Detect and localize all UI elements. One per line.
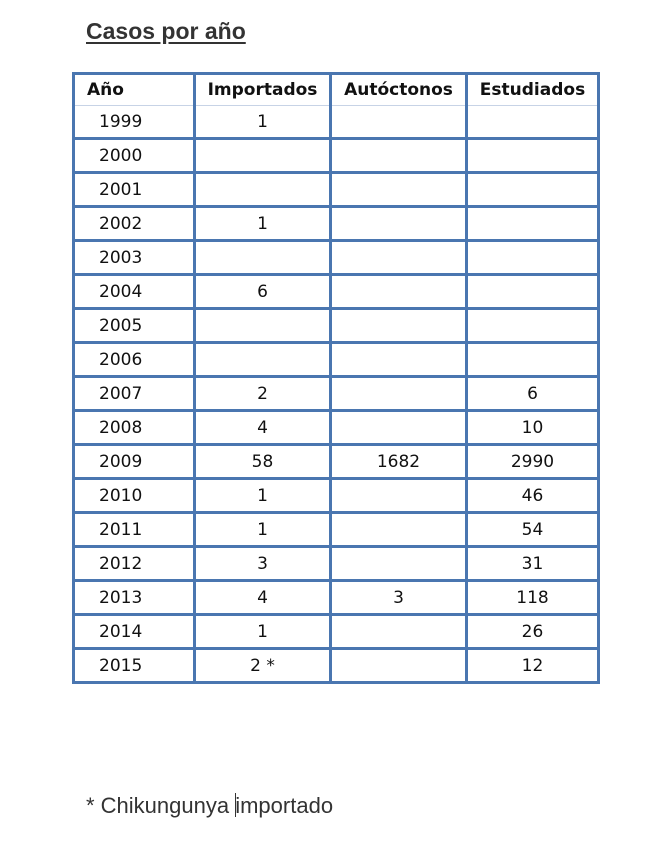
cell-autoctonos: [331, 649, 467, 683]
cell-importados: 1: [195, 207, 331, 241]
cell-estudiados: 31: [467, 547, 599, 581]
footnote-rest-text: importado: [235, 793, 334, 818]
cell-autoctonos: [331, 547, 467, 581]
cell-estudiados: [467, 139, 599, 173]
cell-year: 2005: [74, 309, 195, 343]
cell-importados: [195, 309, 331, 343]
cell-year: 2014: [74, 615, 195, 649]
cell-importados: 2 *: [195, 649, 331, 683]
header-year: Año: [74, 74, 195, 106]
cell-year: 2009: [74, 445, 195, 479]
cell-autoctonos: [331, 615, 467, 649]
table-row: [74, 411, 599, 445]
document-title: Casos por año: [86, 18, 246, 44]
cell-autoctonos: [331, 275, 467, 309]
footnote-marker-text: * Chikungunya: [86, 793, 236, 818]
cell-estudiados: 2990: [467, 445, 599, 479]
cell-importados: 4: [195, 581, 331, 615]
cell-year: 2000: [74, 139, 195, 173]
table-row: [74, 207, 599, 241]
table-header-row: [74, 74, 599, 106]
table-row: [74, 309, 599, 343]
table-row: [74, 241, 599, 275]
cell-autoctonos: [331, 377, 467, 411]
table-row: [74, 139, 599, 173]
cell-importados: 2: [195, 377, 331, 411]
table-row: [74, 173, 599, 207]
cell-importados: [195, 241, 331, 275]
cell-importados: 1: [195, 615, 331, 649]
table-row: [74, 445, 599, 479]
cell-year: 2013: [74, 581, 195, 615]
table-row: [74, 547, 599, 581]
cell-estudiados: 10: [467, 411, 599, 445]
cell-importados: 1: [195, 513, 331, 547]
cell-importados: 1: [195, 106, 331, 139]
cell-estudiados: 26: [467, 615, 599, 649]
cell-autoctonos: [331, 479, 467, 513]
cell-importados: 4: [195, 411, 331, 445]
cell-year: 2006: [74, 343, 195, 377]
cell-year: 2008: [74, 411, 195, 445]
cell-estudiados: 6: [467, 377, 599, 411]
cell-estudiados: 54: [467, 513, 599, 547]
cell-importados: 1: [195, 479, 331, 513]
cell-importados: [195, 173, 331, 207]
cases-table: [72, 72, 600, 684]
cell-autoctonos: [331, 411, 467, 445]
cell-importados: [195, 343, 331, 377]
cell-autoctonos: [331, 207, 467, 241]
cell-autoctonos: 3: [331, 581, 467, 615]
footnote[interactable]: [86, 793, 333, 819]
header-autoctonos: Autóctonos: [331, 74, 467, 106]
cell-estudiados: [467, 106, 599, 139]
cell-estudiados: [467, 241, 599, 275]
cell-importados: 58: [195, 445, 331, 479]
cell-estudiados: 46: [467, 479, 599, 513]
table-row: [74, 275, 599, 309]
cell-estudiados: 118: [467, 581, 599, 615]
table-row: [74, 649, 599, 683]
cell-year: 2011: [74, 513, 195, 547]
cell-importados: 6: [195, 275, 331, 309]
header-importados: Importados: [195, 74, 331, 106]
cell-autoctonos: 1682: [331, 445, 467, 479]
table-row: [74, 106, 599, 139]
cell-estudiados: [467, 173, 599, 207]
cell-year: 2010: [74, 479, 195, 513]
cell-importados: [195, 139, 331, 173]
cell-estudiados: [467, 207, 599, 241]
table-row: [74, 479, 599, 513]
table-row: [74, 615, 599, 649]
cell-autoctonos: [331, 513, 467, 547]
cell-year: 2015: [74, 649, 195, 683]
table-row: [74, 513, 599, 547]
cell-autoctonos: [331, 343, 467, 377]
cell-estudiados: [467, 343, 599, 377]
cell-year: 1999: [74, 106, 195, 139]
header-estudiados: Estudiados: [467, 74, 599, 106]
cell-year: 2004: [74, 275, 195, 309]
cell-year: 2001: [74, 173, 195, 207]
table-row: [74, 343, 599, 377]
cell-estudiados: 12: [467, 649, 599, 683]
cell-autoctonos: [331, 309, 467, 343]
table-body: [74, 106, 599, 683]
table-row: [74, 581, 599, 615]
table-row: [74, 377, 599, 411]
cell-estudiados: [467, 309, 599, 343]
cell-autoctonos: [331, 106, 467, 139]
cell-autoctonos: [331, 173, 467, 207]
cell-importados: 3: [195, 547, 331, 581]
cell-year: 2012: [74, 547, 195, 581]
cell-year: 2007: [74, 377, 195, 411]
cell-autoctonos: [331, 241, 467, 275]
cell-year: 2002: [74, 207, 195, 241]
cell-autoctonos: [331, 139, 467, 173]
cell-estudiados: [467, 275, 599, 309]
cell-year: 2003: [74, 241, 195, 275]
